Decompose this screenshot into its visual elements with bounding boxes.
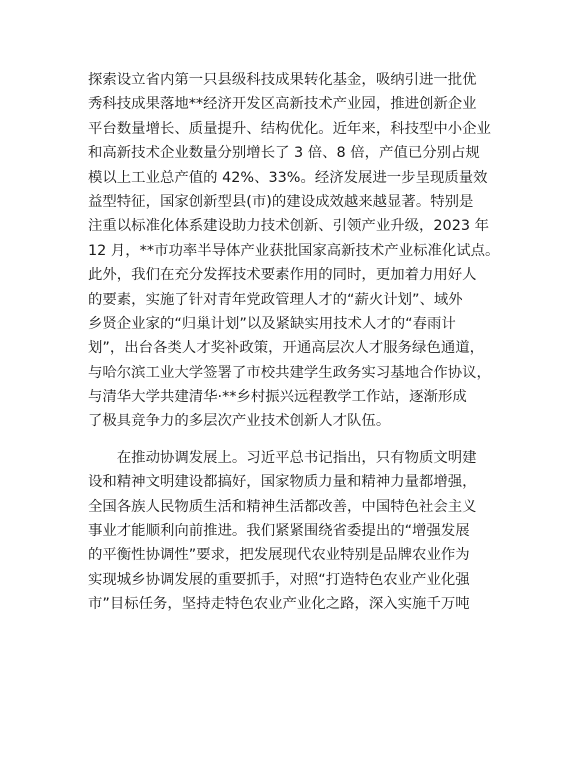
text-line: 全国各族人民物质生活和精神生活都改善，中国特色社会主义 — [88, 498, 477, 515]
text-line: 平台数量增长、质量提升、结构优化。近年来，科技型中小企业 — [88, 120, 491, 137]
text-line: 模以上工业总产值的 42%、33%。经济发展进一步呈现质量效 — [88, 169, 488, 186]
text-line: 与哈尔滨工业大学签署了市校共建学生政务实习基地合作协议， — [88, 364, 491, 381]
text-line: 在推动协调发展上。习近平总书记指出，只有物质文明建 — [88, 449, 477, 466]
text-line: 设和精神文明建设都搞好，国家物质力量和精神力量都增强， — [88, 474, 477, 491]
text-line: 了极具竞争力的多层次产业技术创新人才队伍。 — [88, 413, 391, 430]
text-line: 秀科技成果落地**经济开发区高新技术产业园，推进创新企业 — [88, 96, 477, 113]
text-line: 此外，我们在充分发挥技术要素作用的同时，更加着力用好人 — [88, 267, 477, 284]
text-line: 注重以标准化体系建设助力技术创新、引领产业升级，2023 年 — [88, 218, 489, 235]
text-line: 市”目标任务，坚持走特色农业产业化之路，深入实施千万吨 — [88, 596, 470, 613]
text-line: 探索设立省内第一只县级科技成果转化基金，吸纳引进一批优 — [88, 72, 477, 88]
paragraph-1 — [88, 68, 508, 434]
text-line: 与清华大学共建清华·**乡村振兴远程教学工作站，逐渐形成 — [88, 389, 467, 406]
text-line: 益型特征，国家创新型县(市)的建设成效越来越显著。特别是 — [88, 193, 474, 210]
paragraph-2 — [88, 446, 508, 617]
text-line: 的平衡性协调性”要求，把发展现代农业特别是品牌农业作为 — [88, 547, 470, 564]
text-line: 实现城乡协调发展的重要抓手，对照“打造特色农业产业化强 — [88, 571, 470, 588]
text-line: 12 月，**市功率半导体产业获批国家高新技术产业标准化试点。 — [88, 242, 500, 259]
text-line: 乡贤企业家的“归巢计划”以及紧缺实用技术人才的“春雨计 — [88, 315, 456, 332]
text-line: 事业才能顺利向前推进。我们紧紧围绕省委提出的“增强发展 — [88, 523, 470, 540]
paragraph-spacer — [88, 434, 508, 446]
text-line: 和高新技术企业数量分别增长了 3 倍、8 倍，产值已分别占规 — [88, 145, 480, 162]
body-text — [88, 68, 508, 617]
text-line: 的要素，实施了针对青年党政管理人才的“薪火计划”、域外 — [88, 291, 463, 308]
text-line: 划”，出台各类人才奖补政策，开通高层次人才服务绿色通道， — [88, 340, 485, 357]
